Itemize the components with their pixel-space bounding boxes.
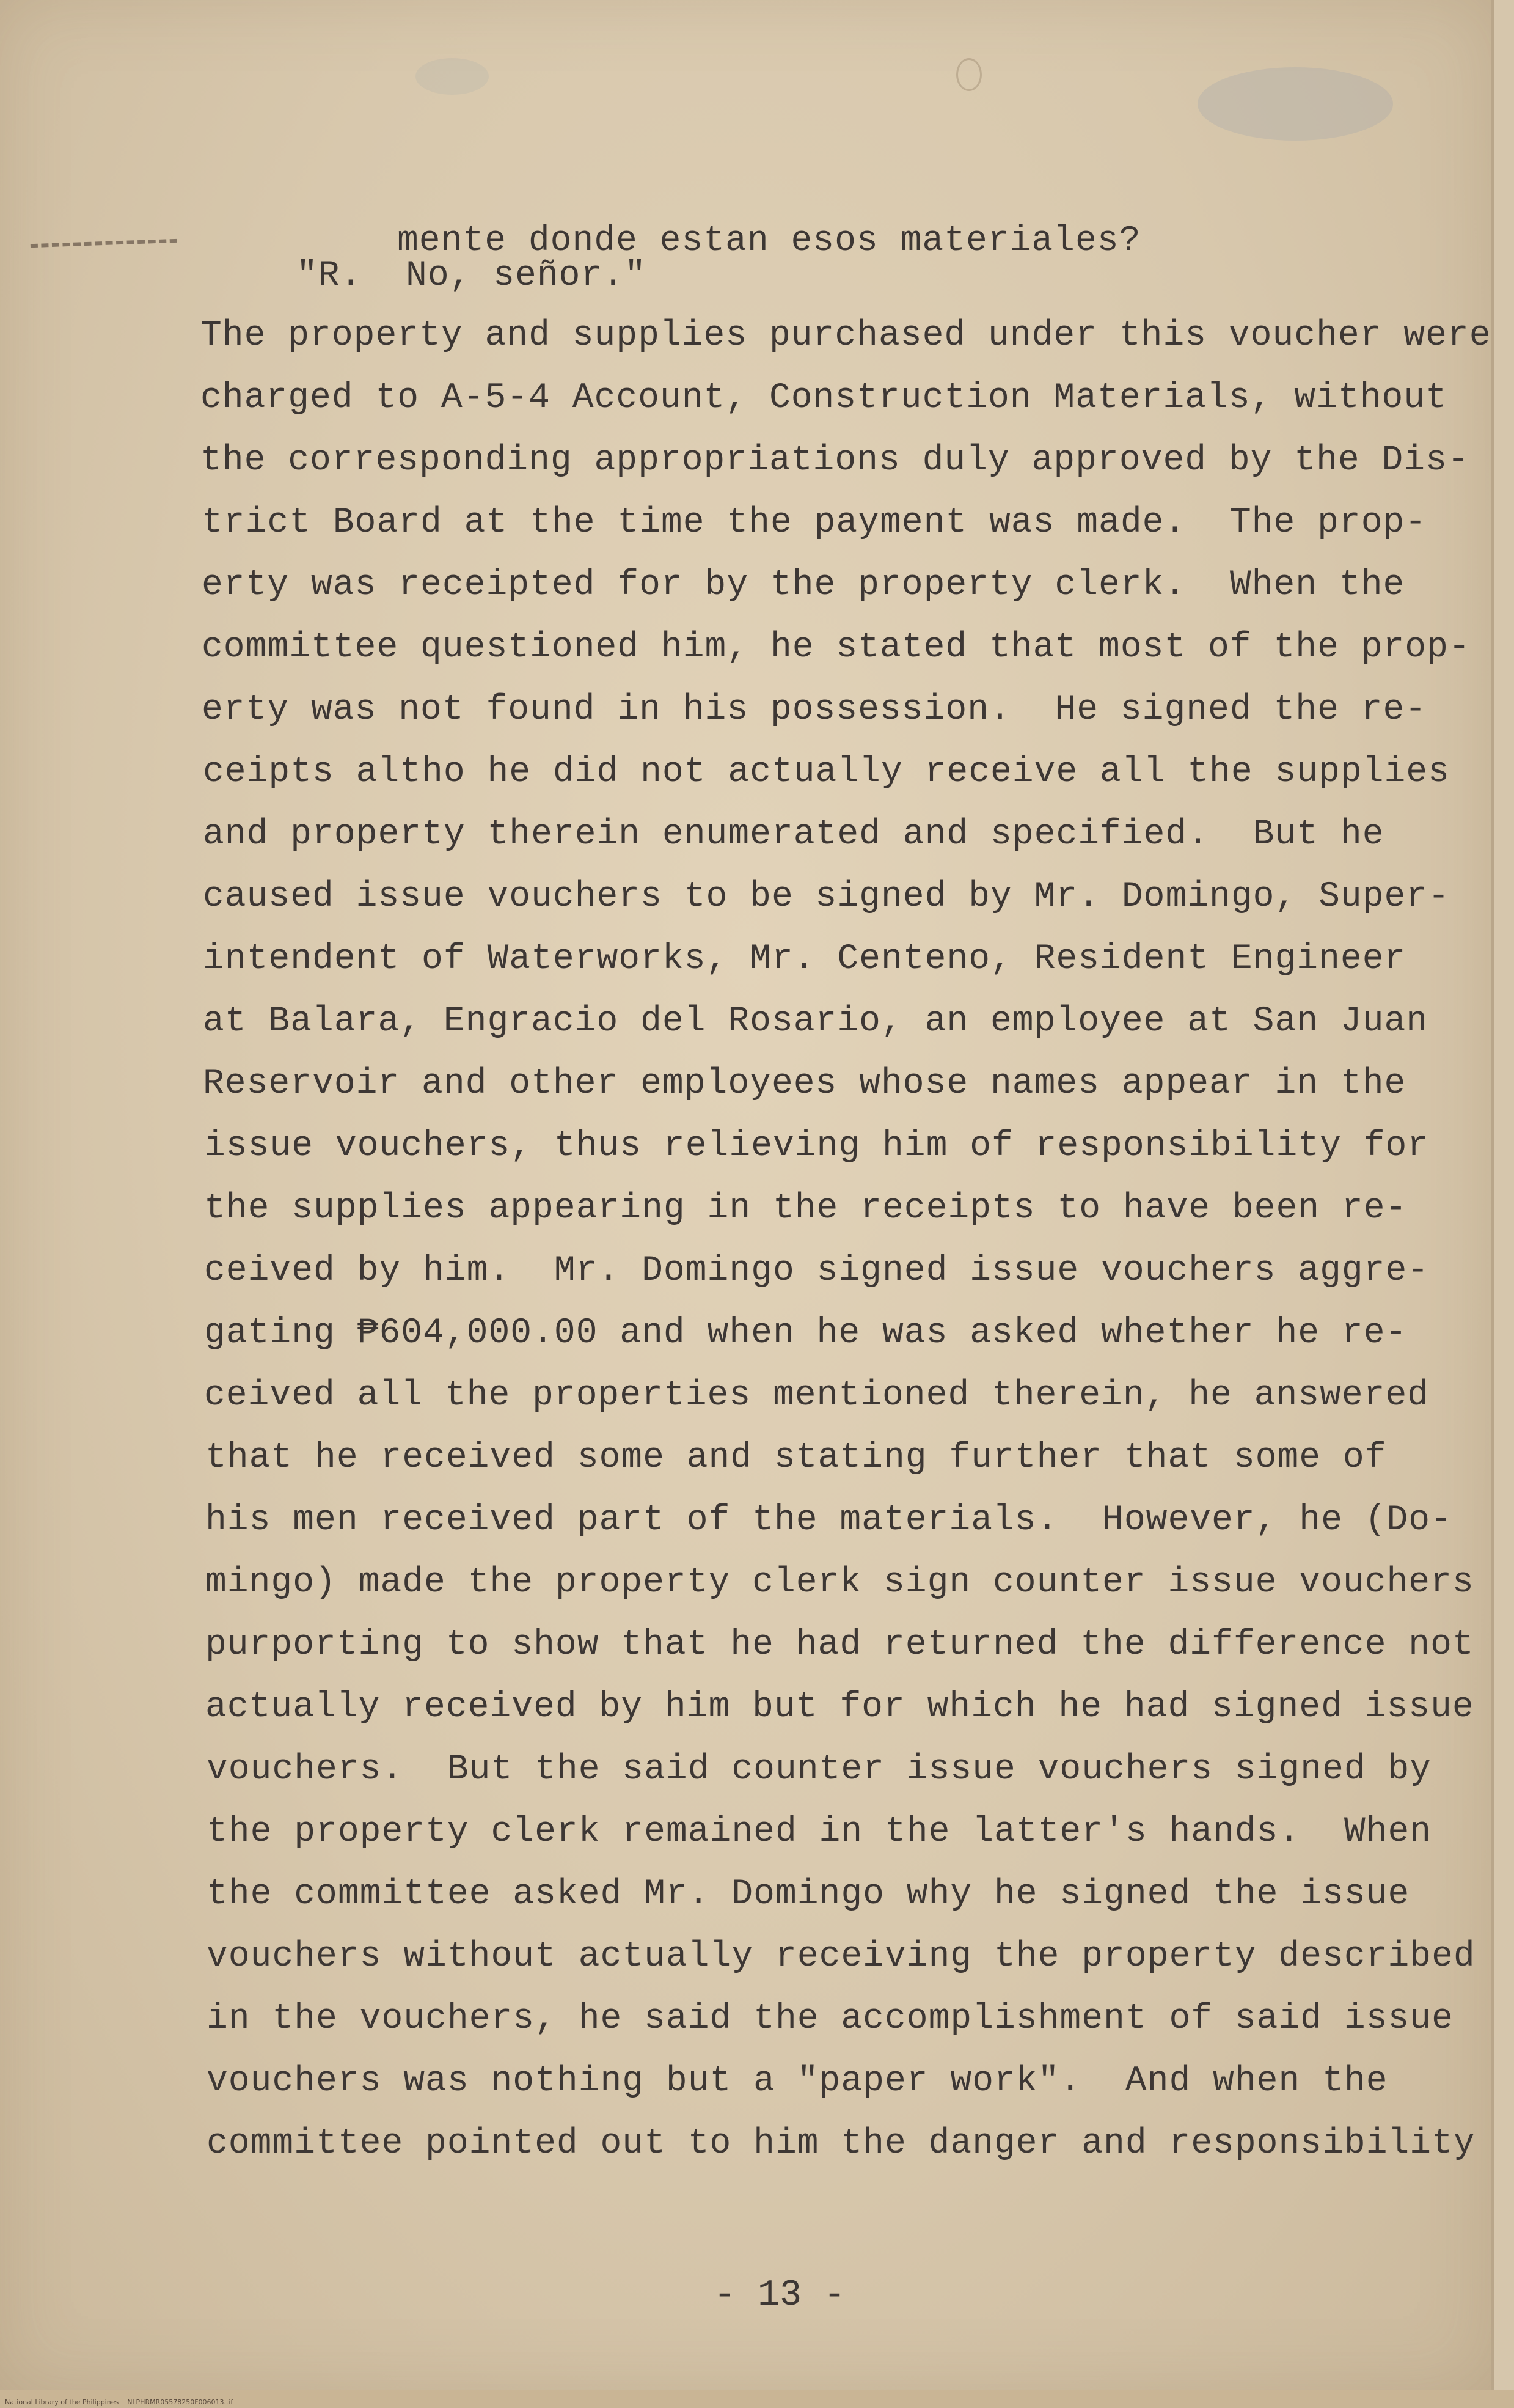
text-line: erty was not found in his possession. He signed the re- [202, 690, 1427, 730]
text-line: mente donde estan esos materiales? [397, 221, 1141, 261]
text-line: his men received part of the materials. However, he (Do- [205, 1500, 1452, 1540]
text-line: ceived all the properties mentioned therein, he answered [204, 1376, 1430, 1415]
text-line: The property and supplies purchased under this voucher were [200, 316, 1491, 356]
punch-hole [956, 58, 982, 91]
text-line: committee questioned him, he stated that most of the prop- [202, 628, 1471, 667]
text-line: the property clerk remained in the latter's hands. When [207, 1812, 1432, 1852]
text-line: purporting to show that he had returned the difference not [205, 1625, 1474, 1665]
text-line: Reservoir and other employees whose names appear in the [203, 1064, 1406, 1104]
text-line: ceived by him. Mr. Domingo signed issue vouchers aggre- [204, 1251, 1430, 1291]
text-line: mingo) made the property clerk sign counter issue vouchers [205, 1563, 1474, 1602]
page-number: - 13 - [714, 2275, 846, 2316]
text-line: vouchers without actually receiving the property described [207, 1937, 1476, 1977]
archive-credit: National Library of the Philippines NLPHRMR05578250F006013.tif [5, 2398, 233, 2406]
text-line: caused issue vouchers to be signed by Mr. Domingo, Super- [203, 877, 1450, 917]
text-line: intendent of Waterworks, Mr. Centeno, Resident Engineer [203, 939, 1406, 979]
text-line: "R. No, señor." [296, 256, 646, 296]
text-line: ceipts altho he did not actually receive all the supplies [203, 752, 1450, 792]
text-line: gating ₱604,000.00 and when he was asked whether he re- [204, 1313, 1408, 1353]
text-line: actually received by him but for which he had signed issue [205, 1687, 1474, 1727]
text-line: issue vouchers, thus relieving him of responsibility for [204, 1126, 1430, 1166]
text-line: that he received some and stating further that some of [205, 1438, 1387, 1478]
text-line: in the vouchers, he said the accomplishment of said issue [207, 1999, 1454, 2039]
text-line: charged to A-5-4 Account, Construction Materials, without [200, 378, 1447, 418]
text-line: vouchers. But the said counter issue vouchers signed by [207, 1750, 1432, 1789]
water-stain [415, 58, 489, 95]
text-line: the supplies appearing in the receipts to have been re- [204, 1189, 1408, 1228]
text-line: erty was receipted for by the property clerk. When the [202, 565, 1405, 605]
text-line: committee pointed out to him the danger and responsibility [207, 2124, 1476, 2164]
text-line: vouchers was nothing but a "paper work". And when the [207, 2061, 1388, 2101]
water-stain [1198, 67, 1393, 141]
text-line: the corresponding appropriations duly approved by the Dis- [200, 441, 1469, 480]
text-line: and property therein enumerated and specified. But he [203, 815, 1384, 854]
text-line: the committee asked Mr. Domingo why he signed the issue [207, 1874, 1410, 1914]
text-line: at Balara, Engracio del Rosario, an employee at San Juan [203, 1002, 1428, 1041]
margin-mark [31, 239, 177, 254]
text-line: trict Board at the time the payment was made. The prop- [202, 503, 1427, 543]
